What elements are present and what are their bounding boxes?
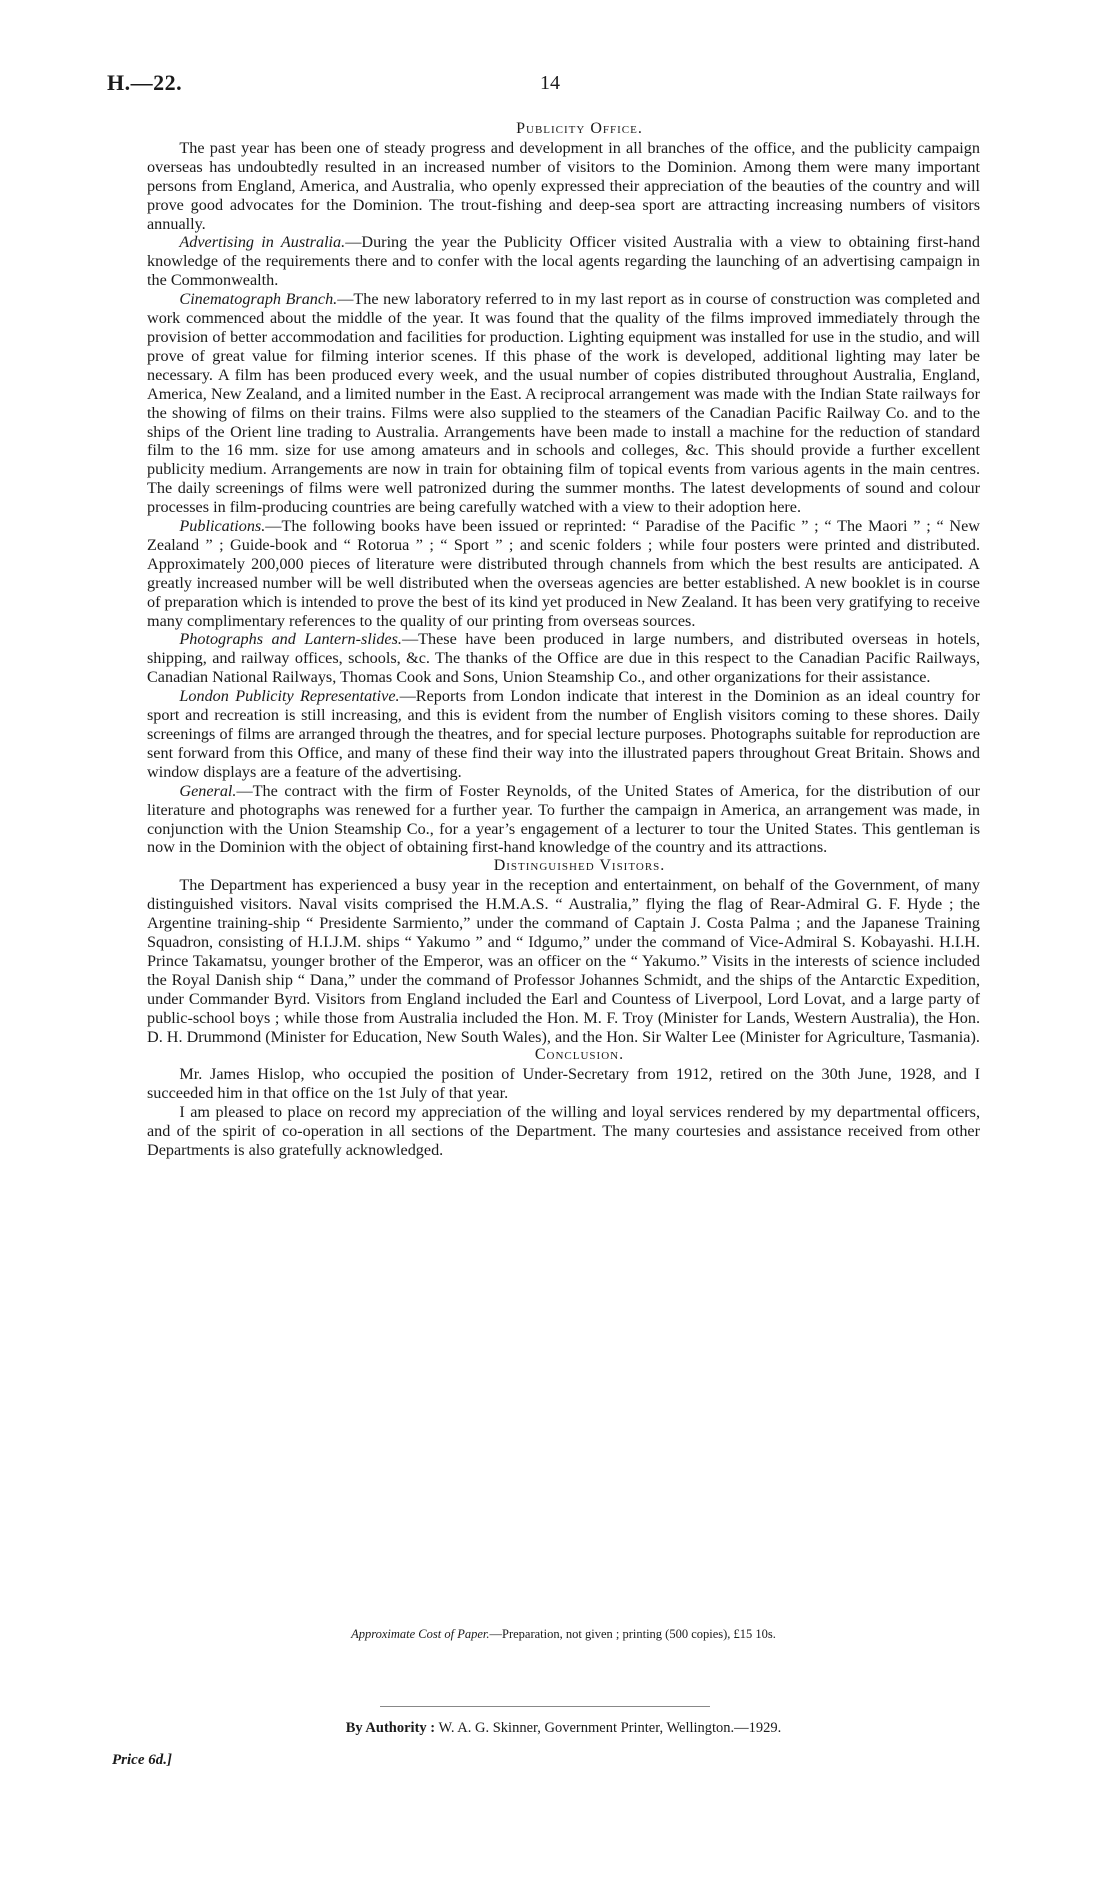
section-heading-visitors: Distinguished Visitors. bbox=[493, 857, 666, 875]
text-general: —The contract with the firm of Foster Reynolds, of the United States of America, for the distribution of our literature and photographs was renewed for a further year. To further the campaign in America, an arrangement was made, in conjunction with the Union Steamship Co., for a year’s engagement of a lecturer to tour the United States. This gentleman is now in the Dominion with the object of obtaining first-hand knowledge of the country and its attractions. bbox=[147, 781, 980, 857]
paragraph-conclusion-1: Mr. James Hislop, who occupied the position of Under-Secretary from 1912, retired on the 30th June, 1928, and I succeeded him in that office on the 1st July of that year. bbox=[147, 1065, 980, 1103]
subheading-london: London Publicity Representative. bbox=[179, 687, 400, 706]
paragraph-general bbox=[147, 782, 980, 858]
subheading-advertising: Advertising in Australia. bbox=[179, 233, 346, 252]
price-label: Price 6d.] bbox=[112, 1752, 172, 1768]
text-london: —Reports from London indicate that interest in the Dominion as an ideal country for sport and recreation is still increasing, and this is evident from the number of English visitors coming to these shores. Daily screenings of films are arranged through the theatres, and for special lecture purposes. Photographs suitable for reproduction are sent forward from this Office, and many of these find their way into the illustrated papers throughout Great Britain. Shows and window displays are a feature of the advertising. bbox=[147, 687, 980, 781]
section-heading-publicity: Publicity Office. bbox=[516, 120, 643, 137]
subheading-publications: Publications. bbox=[179, 517, 266, 536]
text-publications: —The following books have been issued or reprinted: “ Paradise of the Pacific ” ; “ The Maori ” ; “ New Zealand ” ; Guide-book and “ Rotorua ” ; “ Sport ” ; and scenic folders ; while four posters were printed and distributed. Approximately 200,000 pieces of literature were distributed through channels from which the best results are anticipated. A greatly increased number will be well distributed when the overseas agencies are better established. A new booklet is in course of preparation which is intended to prove the best of its kind yet produced in New Zealand. It has been very gratifying to receive many complimentary references to the quality of our printing from overseas sources. bbox=[147, 517, 980, 630]
text-photographs: —These have been produced in large numbers, and distributed overseas in hotels, shipping, and railway offices, schools, &c. The thanks of the Office are due in this respect to the Canadian Pacific Railways, Canadian National Railways, Thomas Cook and Sons, Union Steamship Co., and other organizations for their assistance. bbox=[147, 630, 981, 687]
paragraph-london bbox=[147, 687, 980, 782]
paragraph-publications bbox=[147, 517, 980, 630]
subheading-photographs: Photographs and Lantern-slides. bbox=[179, 630, 402, 649]
subheading-cinematograph: Cinematograph Branch. bbox=[179, 290, 338, 309]
paragraph-advertising bbox=[147, 233, 980, 290]
page-number: 14 bbox=[540, 72, 560, 94]
paragraph-cinematograph bbox=[147, 290, 980, 517]
paper-cost-label: Approximate Cost of Paper. bbox=[351, 1627, 490, 1641]
subheading-general: General. bbox=[179, 781, 237, 800]
paragraph-visitors: The Department has experienced a busy year in the reception and entertainment, on behalf of the Government, of many distinguished visitors. Naval visits comprised the H.M.A.S. “ Australia,” flying the flag of Rear-Admiral G. F. Hyde ; the Argentine training-ship “ Presidente Sarmiento,” under the command of Captain J. Costa Palma ; and the Japanese Training Squadron, consisting of H.I.J.M. ships “ Yakumo ” and “ Idgumo,” under the command of Vice-Admiral S. Kobayashi. H.I.H. Prince Takamatsu, younger brother of the Emperor, was an officer on the “ Yakumo.” Visits in the interests of science included the Royal Danish ship “ Dana,” under the command of Professor Johannes Schmidt, and the ships of the Antarctic Expedition, under Commander Byrd. Visitors from England included the Earl and Countess of Liverpool, Lord Lovat, and a large party of public-school boys ; while those from Australia included the Hon. M. F. Troy (Minister for Lands, Western Australia), the Hon. D. H. Drummond (Minister for Education, New South Wales), and the Hon. Sir Walter Lee (Minister for Agriculture, Tasmania). bbox=[147, 876, 980, 1046]
body-text bbox=[147, 120, 980, 1160]
paragraph-publicity-intro: The past year has been one of steady progress and development in all branches of the office, and the publicity campaign overseas has undoubtedly resulted in an increased number of visitors to the Dominion. Among them were many important persons from England, America, and Australia, who openly expressed their appreciation of the beauties of the country and will prove good advocates for the Dominion. The trout-fishing and deep-sea sport are attracting increasing numbers of visitors annually. bbox=[147, 138, 980, 233]
section-heading-conclusion: Conclusion. bbox=[534, 1046, 625, 1064]
paragraph-conclusion-2: I am pleased to place on record my appreciation of the willing and loyal services rendered by my departmental officers, and of the spirit of co-operation in all sections of the Department. The many courtesies and assistance received from other Departments is also gratefully acknowledged. bbox=[147, 1103, 980, 1159]
authority-text: W. A. G. Skinner, Government Printer, Wellington.—1929. bbox=[438, 1720, 782, 1736]
text-cinematograph: —The new laboratory referred to in my last report as in course of construction was completed and work commenced about the middle of the year. It was found that the quality of the films improved immediately through the provision of better accommodation and facilities for production. Lighting equipment was installed for use in the studio, and will prove of great value for filming interior scenes. If this phase of the work is developed, additional lighting may later be necessary. A film has been produced every week, and the usual number of copies distributed throughout Australia, England, America, New Zealand, and a limited number in the East. A reciprocal arrangement was made with the Indian State railways for the showing of films on their trains. Films were also supplied to the steamers of the Canadian Pacific Railway Co. and to the ships of the Orient line trading to Australia. Arrangements have been made to install a machine for the reduction of standard film to the 16 mm. size for use among amateurs and in schools and colleges, &c. This should provide a further excellent publicity medium. Arrangements are now in train for obtaining film of topical events from various agents in the main centres. The daily screenings of films were well patronized during the summer months. The latest developments of sound and colour processes in film-producing countries are being carefully watched with a view to their adoption here. bbox=[147, 290, 980, 517]
paragraph-photographs bbox=[147, 630, 980, 687]
authority-line bbox=[147, 1720, 980, 1737]
text-advertising: —During the year the Publicity Officer visited Australia with a view to obtaining first-hand knowledge of the requirements there and to confer with the local agents regarding the launching of an advertising campaign in the Commonwealth. bbox=[147, 233, 980, 290]
divider-rule bbox=[380, 1706, 710, 1707]
authority-lead: By Authority : bbox=[345, 1720, 436, 1736]
paper-cost-text: —Preparation, not given ; printing (500 copies), £15 10s. bbox=[489, 1627, 776, 1641]
document-reference: H.—22. bbox=[107, 70, 183, 95]
paper-cost-note bbox=[147, 1627, 980, 1642]
